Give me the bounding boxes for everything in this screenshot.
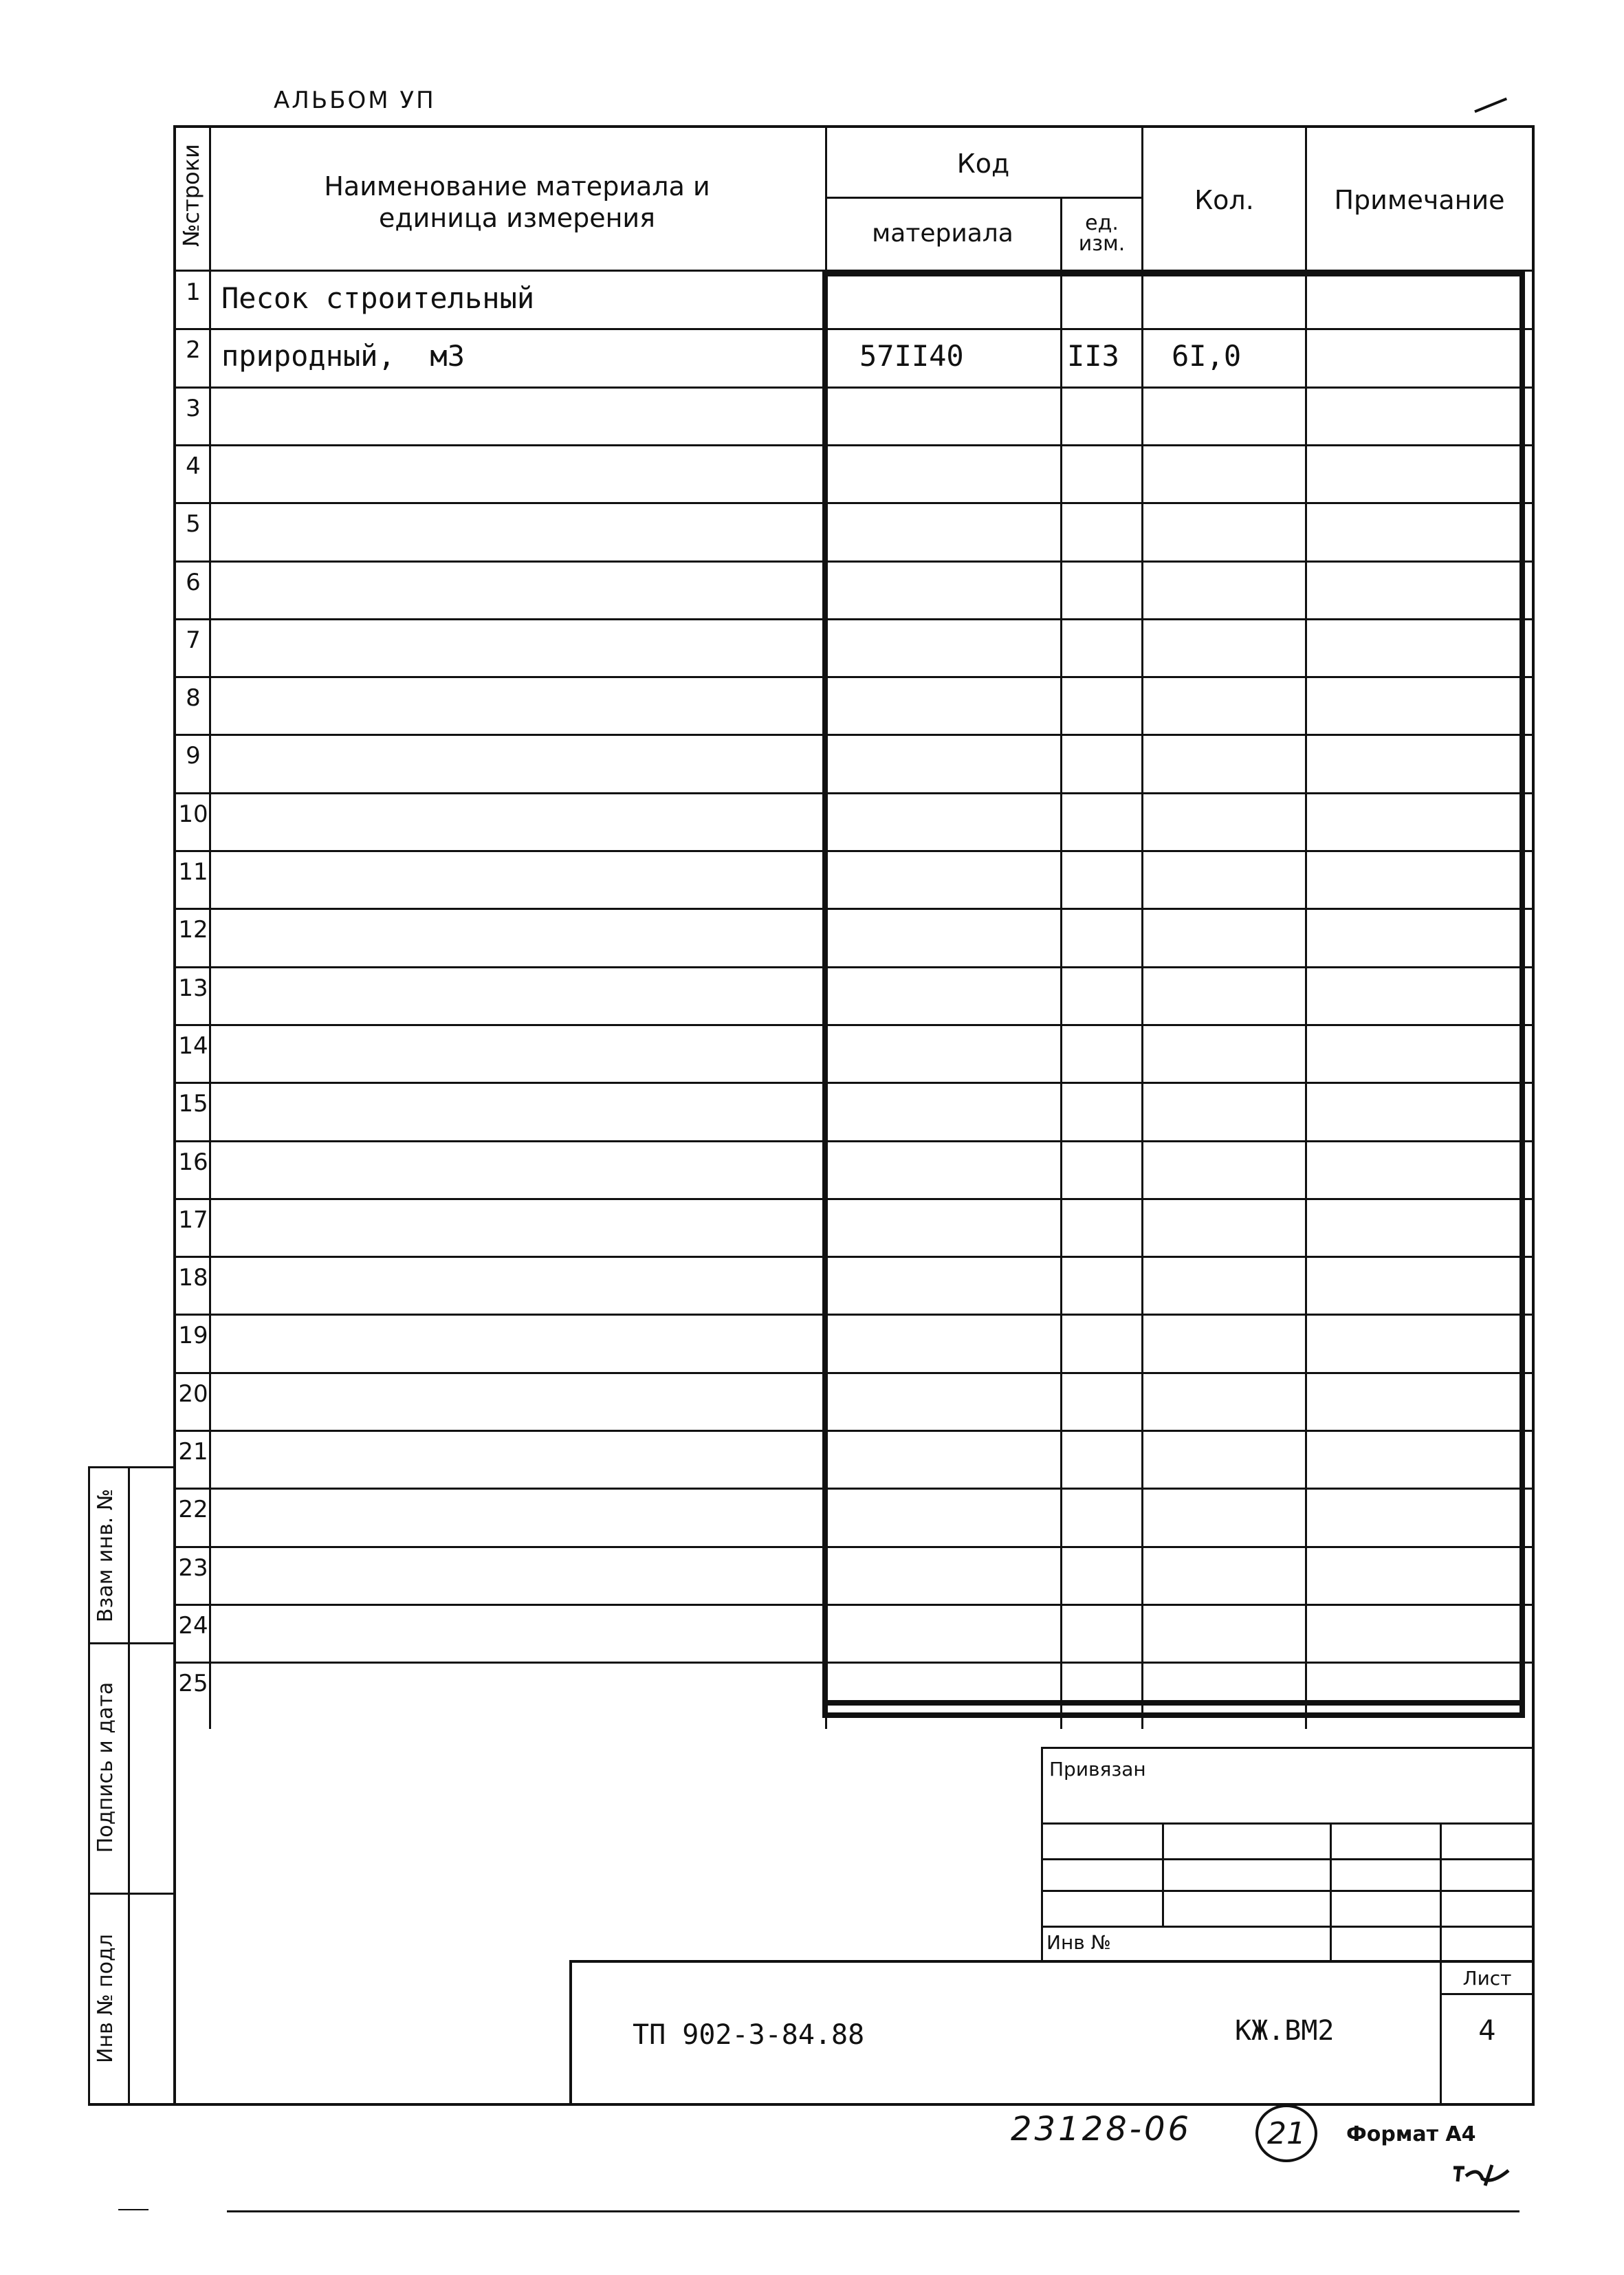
row-number: 20	[178, 1380, 208, 1408]
row-separator	[173, 387, 1532, 389]
row-separator	[173, 1256, 1532, 1258]
row-number: 6	[186, 569, 201, 596]
circled-page-number: 21	[1255, 2104, 1317, 2162]
row-number: 14	[178, 1032, 208, 1060]
header-name: Наименование материала и единица измерения	[324, 171, 710, 233]
row-name: Песок строительный	[221, 281, 535, 315]
sheet-number: 4	[1478, 2015, 1496, 2047]
sheet-label: Лист	[1462, 1967, 1512, 1990]
row-separator	[173, 1488, 1532, 1490]
row-number: 10	[178, 801, 208, 828]
row-separator	[173, 734, 1532, 736]
album-stamp: АЛЬБОМ УП	[274, 87, 436, 114]
row-number: 2	[186, 336, 201, 364]
row-material-code: 57II40	[859, 339, 964, 373]
bottom-rule	[227, 2210, 1519, 2212]
row-separator	[173, 1430, 1532, 1432]
row-number: 9	[186, 742, 201, 770]
row-number: 21	[178, 1438, 208, 1466]
header-row-no: №строки	[177, 144, 204, 247]
row-number: 11	[178, 858, 208, 886]
row-quantity: 6I,0	[1172, 339, 1242, 373]
handwritten-initials	[1451, 2161, 1511, 2188]
row-number: 22	[178, 1496, 208, 1523]
row-separator	[173, 1314, 1532, 1316]
row-number: 19	[178, 1322, 208, 1349]
row-separator	[173, 850, 1532, 852]
row-separator	[173, 502, 1532, 504]
row-number: 15	[178, 1090, 208, 1118]
row-number: 4	[186, 453, 201, 480]
row-separator	[173, 792, 1532, 794]
row-number: 17	[178, 1206, 208, 1234]
row-separator	[173, 1140, 1532, 1142]
row-number: 1	[186, 279, 201, 306]
row-separator	[173, 1024, 1532, 1026]
row-number: 8	[186, 684, 201, 712]
handwritten-number: 23128-06	[1011, 2110, 1192, 2148]
header-code-unit: ед. изм.	[1078, 211, 1126, 256]
row-separator	[173, 966, 1532, 968]
format-label: Формат А4	[1346, 2122, 1476, 2146]
row-separator	[173, 328, 1532, 330]
row-separator	[173, 908, 1532, 910]
row-number: 23	[178, 1554, 208, 1582]
header-code-material: материала	[872, 219, 1013, 248]
header-note: Примечание	[1334, 185, 1505, 216]
row-separator	[173, 1372, 1532, 1374]
row-separator	[173, 1082, 1532, 1084]
header-code: Код	[956, 149, 1010, 179]
row-separator	[173, 1546, 1532, 1548]
row-separator	[173, 1604, 1532, 1606]
row-number: 13	[178, 975, 208, 1002]
header-qty: Кол.	[1194, 185, 1254, 216]
row-separator	[173, 676, 1532, 678]
doc-code: ТП 902-3-84.88	[633, 2019, 865, 2051]
row-separator	[173, 1198, 1532, 1200]
doc-mark: КЖ.ВМ2	[1235, 2015, 1335, 2047]
row-separator	[173, 444, 1532, 446]
row-number: 7	[186, 627, 201, 654]
row-number: 3	[186, 395, 201, 422]
side-podpis-data: Подпись и дата	[94, 1681, 118, 1853]
row-separator	[173, 560, 1532, 563]
row-number: 12	[178, 916, 208, 944]
row-number: 18	[178, 1264, 208, 1292]
privyazan-label: Привязан	[1049, 1758, 1146, 1781]
row-number: 16	[178, 1149, 208, 1176]
side-vzam-inv: Взам инв. №	[94, 1488, 118, 1623]
row-unit-code: II3	[1067, 339, 1119, 373]
row-number: 5	[186, 510, 201, 538]
row-separator	[173, 618, 1532, 620]
bottom-rule-short	[118, 2209, 149, 2210]
row-number: 25	[178, 1670, 208, 1697]
side-inv-podl: Инв № подл	[94, 1934, 118, 2063]
row-separator	[173, 1662, 1532, 1664]
row-number: 24	[178, 1612, 208, 1640]
inv-no-label: Инв №	[1046, 1931, 1111, 1954]
row-name: природный, м3	[221, 339, 465, 373]
